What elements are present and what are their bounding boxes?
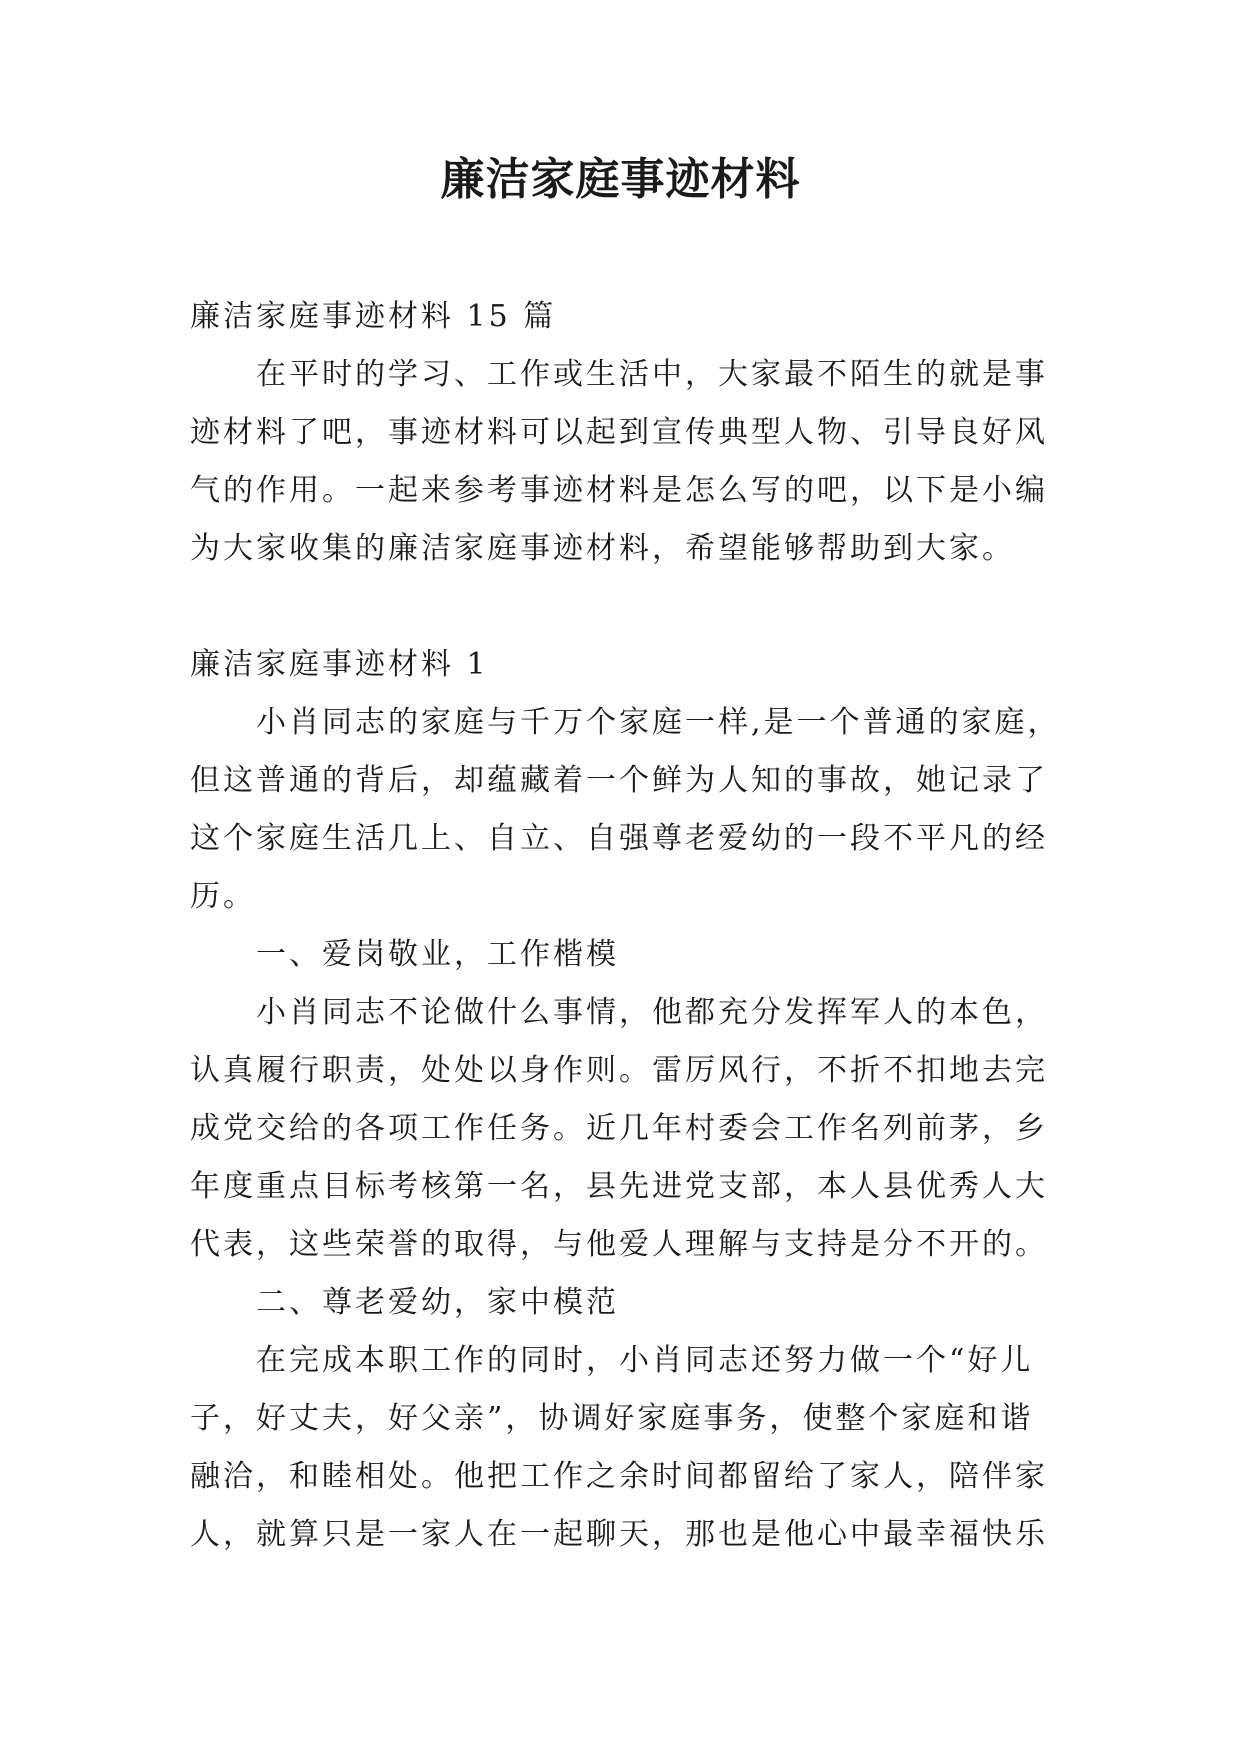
paragraph-line: 认真履行职责，处处以身作则。雷厉风行，不折不扣地去完 [190, 1053, 1048, 1088]
paragraph-line: 在完成本职工作的同时，小肖同志还努力做一个“好儿 [256, 1343, 1034, 1378]
section-heading: 廉洁家庭事迹材料 1 [190, 647, 489, 682]
paragraph-line: 历。 [190, 879, 256, 914]
paragraph-line: 年度重点目标考核第一名，县先进党支部，本人县优秀人大 [190, 1169, 1048, 1204]
intro-line: 在平时的学习、工作或生活中，大家最不陌生的就是事 [256, 357, 1048, 392]
paragraph-line: 但这普通的背后，却蕴藏着一个鲜为人知的事故，她记录了 [190, 763, 1048, 798]
intro-line: 为大家收集的廉洁家庭事迹材料，希望能够帮助到大家。 [190, 531, 1015, 566]
paragraph-line: 融洽，和睦相处。他把工作之余时间都留给了家人，陪伴家 [190, 1459, 1048, 1494]
document-body [190, 288, 1060, 1564]
paragraph-line: 人，就算只是一家人在一起聊天，那也是他心中最幸福快乐 [190, 1517, 1048, 1552]
paragraph-line: 小肖同志的家庭与千万个家庭一样,是一个普通的家庭， [256, 705, 1061, 740]
intro-line: 气的作用。一起来参考事迹材料是怎么写的吧，以下是小编 [190, 473, 1048, 508]
subheading: 一、爱岗敬业，工作楷模 [256, 937, 619, 972]
intro-line: 迹材料了吧，事迹材料可以起到宣传典型人物、引导良好风 [190, 415, 1048, 450]
paragraph-line: 子，好丈夫，好父亲”，协调好家庭事务，使整个家庭和谐 [190, 1401, 1034, 1436]
paragraph-line: 这个家庭生活几上、自立、自强尊老爱幼的一段不平凡的经 [190, 821, 1048, 856]
document-subtitle: 廉洁家庭事迹材料 15 篇 [190, 299, 557, 334]
paragraph-gap [190, 578, 1060, 636]
paragraph-line: 小肖同志不论做什么事情，他都充分发挥军人的本色， [256, 995, 1048, 1030]
paragraph-line: 代表，这些荣誉的取得，与他爱人理解与支持是分不开的。 [190, 1227, 1048, 1262]
document-title: 廉洁家庭事迹材料 [440, 154, 801, 205]
subheading: 二、尊老爱幼，家中模范 [256, 1285, 619, 1320]
paragraph-line: 成党交给的各项工作任务。近几年村委会工作名列前茅，乡 [190, 1111, 1048, 1146]
